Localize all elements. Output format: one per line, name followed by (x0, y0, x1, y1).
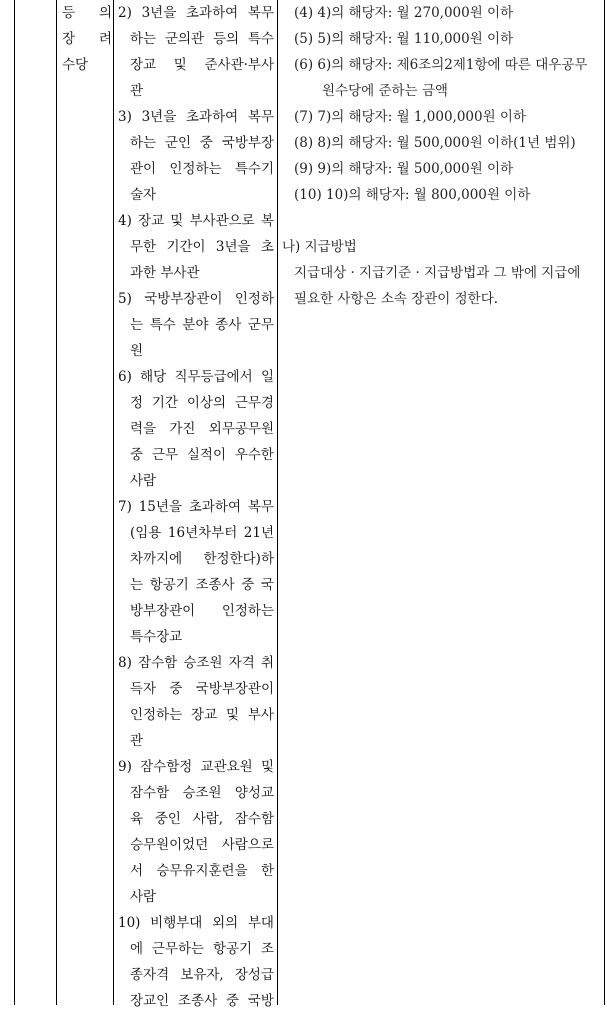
eligibility-list (118, 0, 274, 1014)
list-item-line (118, 234, 274, 260)
word: 취 (260, 655, 274, 671)
word: 우수한 (234, 447, 274, 463)
payment-column (282, 0, 604, 312)
list-item-line (118, 442, 274, 468)
list-item-line (118, 104, 274, 130)
word: 실적이 (186, 447, 226, 463)
word: 2) (118, 5, 132, 21)
list-item-line (118, 676, 274, 702)
word: 득자 (130, 681, 157, 697)
word: 외의 (212, 915, 239, 931)
list-item-line (118, 598, 274, 624)
list-item-line (118, 130, 274, 156)
table-border-col3 (277, 0, 278, 1005)
word: 부사관으로 (189, 213, 255, 229)
word: 3년을 (141, 5, 177, 21)
list-item-line (118, 754, 274, 780)
word: 및 (170, 213, 184, 229)
word: 5) (118, 291, 132, 307)
section-desc-line: 필요한 사항은 소속 장관이 정한다. (294, 291, 499, 307)
word: 중 (241, 577, 255, 593)
word: 및 (260, 759, 274, 775)
word: 장교 (130, 57, 157, 73)
word: 항공기 (212, 941, 253, 957)
list-item-line: 사람 (130, 889, 157, 905)
list-item-line (118, 780, 274, 806)
category-label-row: 수당 (62, 57, 89, 73)
table-border-col2 (113, 0, 114, 1005)
category-label (62, 0, 112, 78)
word: 무한 (130, 239, 157, 255)
word: 조 (260, 941, 274, 957)
list-item-line (118, 156, 274, 182)
word: 장성급 (234, 967, 274, 983)
table-border-right (604, 0, 605, 1005)
word: 차까지에 (130, 551, 183, 567)
word: 국방부장관이 (195, 681, 274, 697)
list-item-line (118, 546, 274, 572)
word: 특수 (247, 31, 274, 47)
word: 3) (118, 109, 132, 125)
list-item-line (118, 936, 274, 962)
word: 9) (118, 759, 132, 775)
word: 군의관 (164, 31, 205, 47)
list-item (118, 494, 274, 650)
word: 비행부대 (150, 915, 203, 931)
word: 초과하여 (186, 109, 239, 125)
word: 관이 (130, 161, 157, 177)
word: 는 (130, 317, 144, 333)
list-item-line (118, 910, 274, 936)
word: 군인 (164, 135, 192, 151)
list-item-line: 술자 (130, 187, 157, 203)
amount-line: (4) 4)의 해당자: 월 270,000원 이하 (294, 5, 514, 21)
word: 승무원이었던 (130, 837, 209, 853)
word: 에 (130, 941, 144, 957)
word: 장교 (138, 213, 165, 229)
word: 국방부장관이 (144, 291, 223, 307)
word: 육 (130, 811, 144, 827)
word: 근무 (151, 447, 178, 463)
word: 분야 (182, 317, 209, 333)
list-item-line (118, 858, 274, 884)
word: 복 (260, 213, 274, 229)
list-item-line: 관 (130, 83, 144, 99)
word: 국방부장 (221, 135, 274, 151)
word: 10) (118, 915, 141, 931)
amount-line: (9) 9)의 해당자: 월 500,000원 이하 (294, 161, 514, 177)
word: 근무하는 (151, 941, 205, 957)
word: 승조원 (182, 785, 222, 801)
list-item (118, 650, 274, 754)
word: 중인 (154, 811, 181, 827)
word: 및 (225, 707, 240, 723)
list-item-line (118, 208, 274, 234)
list-item (118, 286, 274, 364)
word: 중 (169, 681, 183, 697)
amount-line: (5) 5)의 해당자: 월 110,000원 이하 (294, 31, 514, 47)
word: 한 (260, 863, 274, 879)
category-label-row: 장 려 (62, 31, 112, 47)
word: 특수 (149, 317, 176, 333)
word: 3년을 (141, 109, 177, 125)
list-item-line: 관 (130, 733, 144, 749)
word: 종사 (215, 317, 242, 333)
word: 이상의 (186, 395, 226, 411)
word: 승조원 (183, 655, 223, 671)
amount-line: (10) 10)의 해당자: 월 800,000원 이하 (294, 187, 531, 203)
word: 21년 (243, 525, 274, 541)
word: 외무공무원 (208, 421, 274, 437)
list-item (118, 364, 274, 494)
word: 기간 (151, 395, 178, 411)
list-item-line (118, 988, 274, 1014)
table-border-left (14, 0, 15, 1005)
list-item (118, 754, 274, 910)
word: 하는 (130, 135, 157, 151)
table-border-col1 (56, 0, 57, 1005)
list-item-line: 원 (130, 343, 144, 359)
word: 방부장관이 (130, 603, 196, 619)
list-item-line (118, 26, 274, 52)
section-desc-line: 지급대상 · 지급기준 · 지급방법과 그 밖에 지급에 (294, 265, 581, 281)
word: 잠수함 (138, 655, 178, 671)
word: 승무유지훈련을 (156, 863, 248, 879)
word: 특수기 (234, 161, 274, 177)
word: 인정하 (234, 291, 274, 307)
list-item (118, 0, 274, 104)
word: 초과하여 (188, 499, 242, 515)
list-item-line (118, 312, 274, 338)
word: (임용 (130, 525, 162, 541)
word: 장교인 (130, 993, 170, 1009)
word: 준사관·부사 (204, 57, 274, 73)
word: 6) (118, 369, 132, 385)
word: 7) (118, 499, 132, 515)
list-item-line: 사람 (130, 473, 157, 489)
word: 잠수함 (130, 785, 170, 801)
word: 조종사 (195, 577, 235, 593)
word: 자격 (228, 655, 255, 671)
word: 잠수함 (234, 811, 274, 827)
word: 서 (130, 863, 144, 879)
word: 하는 (130, 31, 157, 47)
list-item-line (118, 390, 274, 416)
word: 종자격 (130, 967, 170, 983)
list-item-line (118, 702, 274, 728)
word: 조종사 (177, 993, 218, 1009)
list-item-line (118, 806, 274, 832)
list-item-line (118, 962, 274, 988)
word: 8) (118, 655, 132, 671)
word: 는 (130, 577, 144, 593)
list-item (118, 104, 274, 208)
word: 초과하여 (186, 5, 239, 21)
list-item-line: 특수장교 (130, 629, 183, 645)
list-item (118, 910, 274, 1014)
word: 등의 (212, 31, 240, 47)
word: 장교 (191, 707, 218, 723)
word: 국방 (247, 993, 274, 1009)
list-item-line (118, 416, 274, 442)
word: 사람으로 (221, 837, 274, 853)
word: 복무 (247, 499, 274, 515)
word: 양성교 (234, 785, 274, 801)
word: 초 (260, 239, 274, 255)
word: 부사 (247, 707, 274, 723)
word: 해당 (140, 369, 167, 385)
word: 15년을 (138, 499, 182, 515)
word: 가진 (169, 421, 196, 437)
word: 기간이 (166, 239, 206, 255)
word: 한정한다)하 (203, 551, 274, 567)
word: 3년을 (215, 239, 251, 255)
word: 및 (173, 57, 187, 73)
list-item-line (118, 286, 274, 312)
word: 직무등급에서 (174, 369, 253, 385)
word: 군무 (247, 317, 274, 333)
word: 16년차부터 (167, 525, 238, 541)
list-item-line (118, 364, 274, 390)
word: 중 (199, 135, 213, 151)
word: 중 (225, 993, 240, 1009)
word: 인정하는 (130, 707, 183, 723)
word: 항공기 (149, 577, 189, 593)
word: 잠수함정 (140, 759, 193, 775)
list-item-line: 과한 부사관 (130, 265, 200, 281)
word: 일 (260, 369, 274, 385)
word: 사람, (192, 811, 224, 827)
list-item-line (118, 832, 274, 858)
word: 부대 (247, 915, 274, 931)
list-item-line (118, 494, 274, 520)
amount-line: (8) 8)의 해당자: 월 500,000원 이하(1년 범위) (294, 135, 576, 151)
word: 근무경 (234, 395, 274, 411)
word: 인정하는 (169, 161, 222, 177)
word: 력을 (130, 421, 157, 437)
amount-line: (7) 7)의 해당자: 월 1,000,000원 이하 (294, 109, 527, 125)
word: 복무 (247, 5, 274, 21)
list-item-line (118, 520, 274, 546)
word: 4) (118, 213, 132, 229)
word: 인정하는 (221, 603, 274, 619)
word: 교관요원 (200, 759, 253, 775)
category-label-row: 등 의 (62, 5, 112, 21)
list-item (118, 208, 274, 286)
list-item-line (118, 572, 274, 598)
word: 보유자, (180, 967, 224, 983)
list-item-line (118, 650, 274, 676)
section-title: 나) 지급방법 (282, 239, 357, 255)
list-item-line (118, 52, 274, 78)
spacer (282, 208, 604, 234)
word: 중 (130, 447, 144, 463)
word: 복무 (247, 109, 274, 125)
list-item-line (118, 0, 274, 26)
word: 정 (130, 395, 144, 411)
amount-line: (6) 6)의 해당자: 제6조의2제1항에 따른 대우공무 (294, 57, 588, 73)
amount-line: 원수당에 준하는 금액 (322, 83, 448, 99)
word: 국 (260, 577, 274, 593)
